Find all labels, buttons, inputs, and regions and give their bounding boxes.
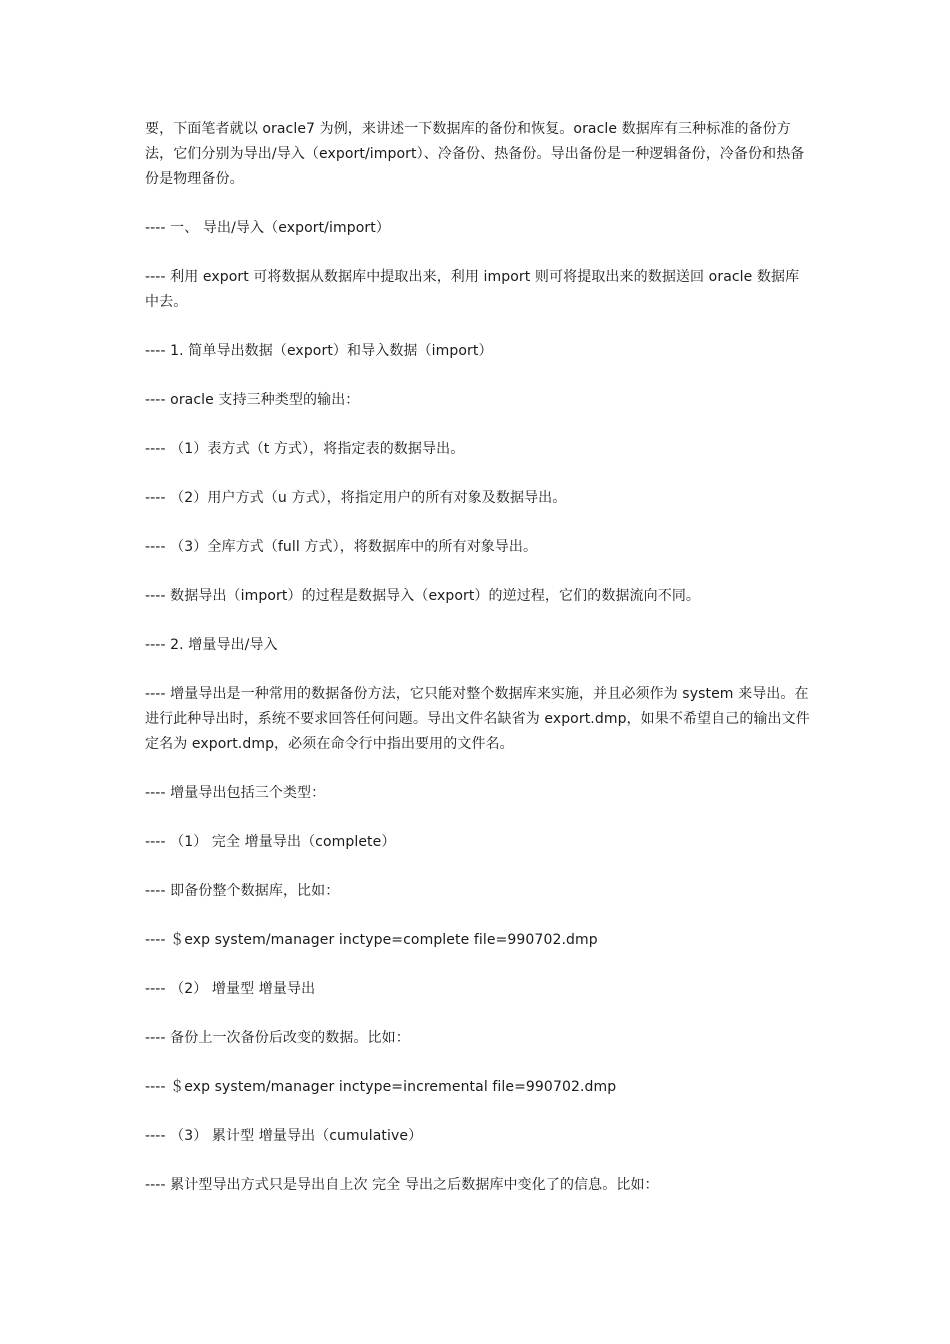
paragraph: ---- 利用 export 可将数据从数据库中提取出来，利用 import 则可将提取出来的数据送回 oracle 数据库中去。	[145, 269, 800, 310]
paragraph-list-item: ---- （3） 累计型 增量导出（cumulative）	[145, 1128, 423, 1144]
paragraph-list-item: ---- （2）用户方式（u 方式），将指定用户的所有对象及数据导出。	[145, 490, 567, 506]
paragraph: ---- oracle 支持三种类型的输出：	[145, 392, 360, 408]
paragraph: ---- 数据导出（import）的过程是数据导入（export）的逆过程，它们的数据流向不同。	[145, 588, 701, 604]
paragraph: ---- 增量导出包括三个类型：	[145, 785, 326, 801]
paragraph-list-item: ---- （1） 完全 增量导出（complete）	[145, 834, 396, 850]
paragraph-list-item: ---- （1）表方式（t 方式），将指定表的数据导出。	[145, 441, 465, 457]
paragraph-command: ---- ＄exp system/manager inctype=incremental file=990702.dmp	[145, 1079, 617, 1095]
paragraph-subheading: ---- 2. 增量导出/导入	[145, 637, 278, 653]
paragraph-subheading: ---- 1. 简单导出数据（export）和导入数据（import）	[145, 343, 493, 359]
paragraph-intro: 要，下面笔者就以 oracle7 为例，来讲述一下数据库的备份和恢复。oracle 数据库有三种标准的备份方法，它们分别为导出/导入（export/import）、冷备份、热备份。导出备份是一种逻辑备份，冷备份和热备份是物理备份。	[145, 121, 805, 187]
paragraph-command: ---- ＄exp system/manager inctype=complete file=990702.dmp	[145, 932, 598, 948]
paragraph: ---- 备份上一次备份后改变的数据。比如：	[145, 1030, 410, 1046]
paragraph-list-item: ---- （3）全库方式（full 方式），将数据库中的所有对象导出。	[145, 539, 538, 555]
paragraph-section-heading-1: ---- 一、 导出/导入（export/import）	[145, 220, 390, 236]
document-body	[145, 117, 810, 1222]
paragraph: ---- 增量导出是一种常用的数据备份方法，它只能对整个数据库来实施，并且必须作为 system 来导出。在进行此种导出时，系统不要求回答任何问题。导出文件名缺省为 export.dmp，如果不希望自己的输出文件定名为 export.dmp，必须在命令行中指出要用的文件名。	[145, 686, 810, 752]
paragraph-list-item: ---- （2） 增量型 增量导出	[145, 981, 316, 997]
paragraph: ---- 即备份整个数据库，比如：	[145, 883, 340, 899]
paragraph: ---- 累计型导出方式只是导出自上次 完全 导出之后数据库中变化了的信息。比如：	[145, 1177, 659, 1193]
